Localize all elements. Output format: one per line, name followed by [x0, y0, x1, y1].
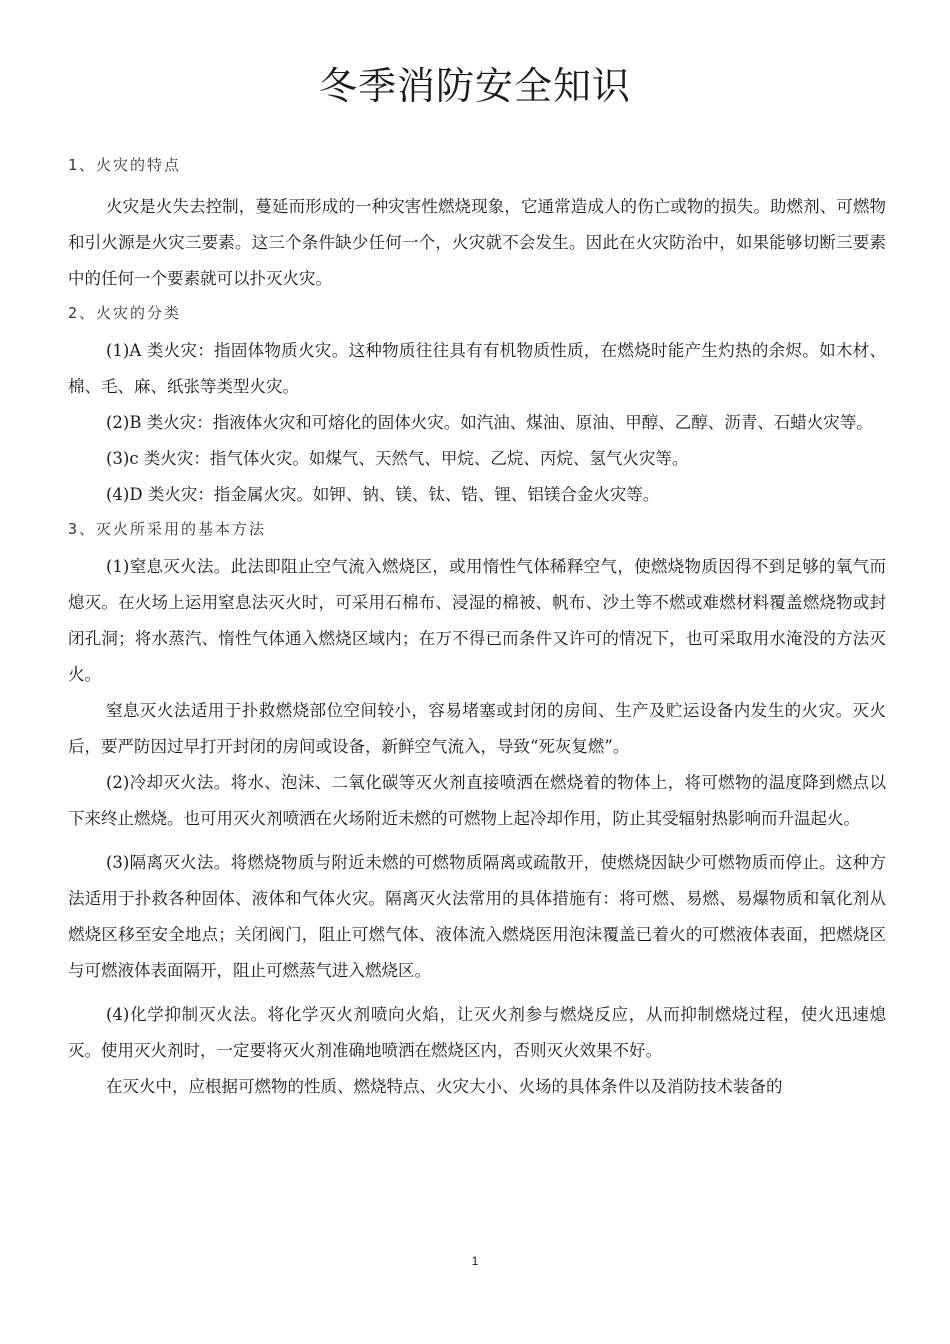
page-title: 冬季消防安全知识 — [318, 64, 631, 108]
paragraph-chemical-inhibition-method: (4)化学抑制灭火法。将化学灭火剂喷向火焰，让灭火剂参与燃烧反应，从而抑制燃烧过程，使火迅速熄灭。使用灭火剂时，一定要将灭火剂准确地喷洒在燃烧区内，否则灭火效果不好。 — [68, 1005, 886, 1060]
paragraph-isolation-method: (3)隔离灭火法。将燃烧物质与附近未燃的可燃物质隔离或疏散开，使燃烧因缺少可燃物质而停止。这种方法适用于扑救各种固体、液体和气体火灾。隔离灭火法常用的具体措施有：将可燃、易燃、易爆物质和氧化剂从燃烧区移至安全地点；关闭阀门，阻止可燃气体、液体流入燃烧医用泡沫覆盖已着火的可燃液体表面，把燃烧区与可燃液体表面隔开，阻止可燃蒸气进入燃烧区。 — [68, 853, 886, 980]
paragraph-class-a-fire: (1)A 类火灾：指固体物质火灾。这种物质往往具有有机物质性质，在燃烧时能产生灼热的余烬。如木材、棉、毛、麻、纸张等类型火灾。 — [68, 341, 886, 396]
section-heading-fire-classification: 2、火灾的分类 — [68, 304, 182, 322]
paragraph-cooling-method: (2)冷却灭火法。将水、泡沫、二氧化碳等灭火剂直接喷洒在燃烧着的物体上，将可燃物的温度降到燃点以下来终止燃烧。也可用灭火剂喷洒在火场附近未燃的可燃物上起冷却作用，防止其受辐射热影响而升温起火。 — [68, 773, 886, 828]
paragraph-closing: 在灭火中，应根据可燃物的性质、燃烧特点、火灾大小、火场的具体条件以及消防技术装备的 — [106, 1077, 783, 1096]
paragraph-class-b-fire: (2)B 类火灾：指液体火灾和可熔化的固体火灾。如汽油、煤油、原油、甲醇、乙醇、沥青、石蜡火灾等。 — [106, 413, 873, 432]
paragraph-class-c-fire: (3)c 类火灾：指气体火灾。如煤气、天然气、甲烷、乙烷、丙烷、氢气火灾等。 — [106, 449, 689, 468]
document-body — [68, 150, 886, 1105]
paragraph-fire-definition: 火灾是火失去控制，蔓延而形成的一种灾害性燃烧现象，它通常造成人的伤亡或物的损失。助燃剂、可燃物和引火源是火灾三要素。这三个条件缺少任何一个，火灾就不会发生。因此在火灾防治中，如果能够切断三要素中的任何一个要素就可以扑灭火灾。 — [68, 197, 886, 288]
section-heading-fire-characteristics: 1、火灾的特点 — [68, 156, 182, 174]
page-number: 1 — [471, 1254, 479, 1268]
paragraph-smothering-usage: 窒息灭火法适用于扑救燃烧部位空间较小，容易堵塞或封闭的房间、生产及贮运设备内发生的火灾。灭火后，要严防因过早打开封闭的房间或设备，新鲜空气流入，导致“死灰复燃”。 — [68, 701, 886, 756]
paragraph-class-d-fire: (4)D 类火灾：指金属火灾。如钾、钠、镁、钛、锆、锂、铝镁合金火灾等。 — [106, 485, 660, 504]
paragraph-smothering-method: (1)窒息灭火法。此法即阻止空气流入燃烧区，或用惰性气体稀释空气，使燃烧物质因得不到足够的氧气而熄灭。在火场上运用窒息法灭火时，可采用石棉布、浸湿的棉被、帆布、沙土等不燃或难燃材料覆盖燃烧物或封闭孔洞；将水蒸汽、惰性气体通入燃烧区域内；在万不得已而条件又许可的情况下，也可采取用水淹没的方法灭火。 — [68, 557, 886, 684]
section-heading-extinguishing-methods: 3、灭火所采用的基本方法 — [68, 520, 267, 538]
